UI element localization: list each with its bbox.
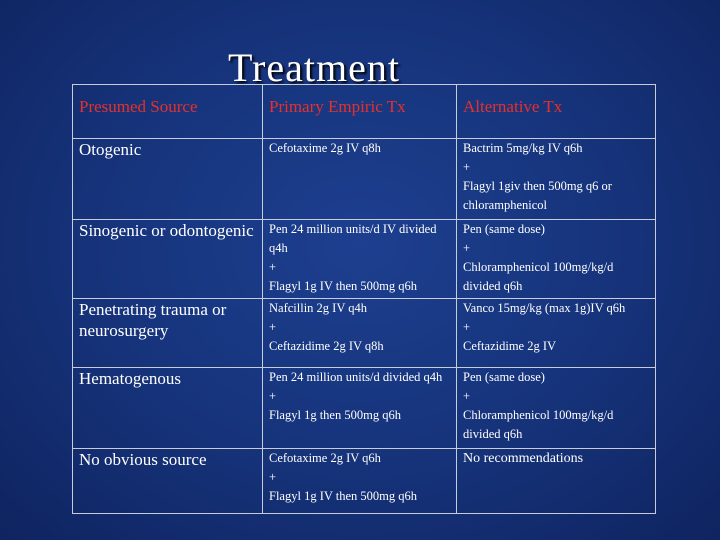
tx-line: + xyxy=(269,260,277,274)
tx-line: Cefotaxime 2g IV q6h xyxy=(269,451,381,465)
tx-line: Flagyl 1giv then 500mg q6 or chloramphenicol xyxy=(463,179,612,212)
source-cell: No obvious source xyxy=(73,449,263,514)
tx-line: + xyxy=(269,389,277,403)
table-row xyxy=(73,299,656,368)
tx-line: Chloramphenicol 100mg/kg/d divided q6h xyxy=(463,260,614,293)
tx-line: + xyxy=(463,160,471,174)
primary-tx-cell xyxy=(263,139,457,220)
source-cell: Penetrating trauma or neurosurgery xyxy=(73,299,263,368)
tx-line: Bactrim 5mg/kg IV q6h xyxy=(463,141,583,155)
header-primary-empiric-tx: Primary Empiric Tx xyxy=(263,85,457,139)
primary-tx-cell xyxy=(263,368,457,449)
source-cell: Otogenic xyxy=(73,139,263,220)
tx-line: + xyxy=(463,389,471,403)
tx-line: + xyxy=(269,320,277,334)
tx-line: Pen (same dose) xyxy=(463,370,545,384)
alternative-tx-cell xyxy=(457,368,656,449)
tx-line: Flagyl 1g then 500mg q6h xyxy=(269,408,401,422)
tx-line: Flagyl 1g IV then 500mg q6h xyxy=(269,279,418,293)
tx-line: + xyxy=(463,241,471,255)
tx-line: Pen 24 million units/d divided q4h xyxy=(269,370,443,384)
alternative-tx-cell xyxy=(457,299,656,368)
table-row xyxy=(73,139,656,220)
alternative-tx-cell xyxy=(457,449,656,514)
tx-line: No recommendations xyxy=(463,451,584,466)
tx-line: + xyxy=(463,320,471,334)
table-header-row xyxy=(73,85,656,139)
slide-title: Treatment xyxy=(228,45,400,90)
primary-tx-cell xyxy=(263,220,457,299)
primary-tx-cell xyxy=(263,449,457,514)
treatment-table xyxy=(72,84,656,514)
primary-tx-cell xyxy=(263,299,457,368)
tx-line: Ceftazidime 2g IV q8h xyxy=(269,339,384,353)
tx-line: + xyxy=(269,470,277,484)
tx-line: Cefotaxime 2g IV q8h xyxy=(269,141,381,155)
header-alternative-tx: Alternative Tx xyxy=(457,85,656,139)
tx-line: Vanco 15mg/kg (max 1g)IV q6h xyxy=(463,301,626,315)
tx-line: Flagyl 1g IV then 500mg q6h xyxy=(269,489,418,503)
tx-line: Nafcillin 2g IV q4h xyxy=(269,301,368,315)
alternative-tx-cell xyxy=(457,220,656,299)
alternative-tx-cell xyxy=(457,139,656,220)
table-row xyxy=(73,220,656,299)
tx-line: Chloramphenicol 100mg/kg/d divided q6h xyxy=(463,408,614,441)
header-presumed-source: Presumed Source xyxy=(73,85,263,139)
tx-line: Pen (same dose) xyxy=(463,222,545,236)
source-cell: Sinogenic or odontogenic xyxy=(73,220,263,299)
table-row xyxy=(73,368,656,449)
table-row xyxy=(73,449,656,514)
source-cell: Hematogenous xyxy=(73,368,263,449)
tx-line: Ceftazidime 2g IV xyxy=(463,339,557,353)
tx-line: Pen 24 million units/d IV divided q4h xyxy=(269,222,437,255)
